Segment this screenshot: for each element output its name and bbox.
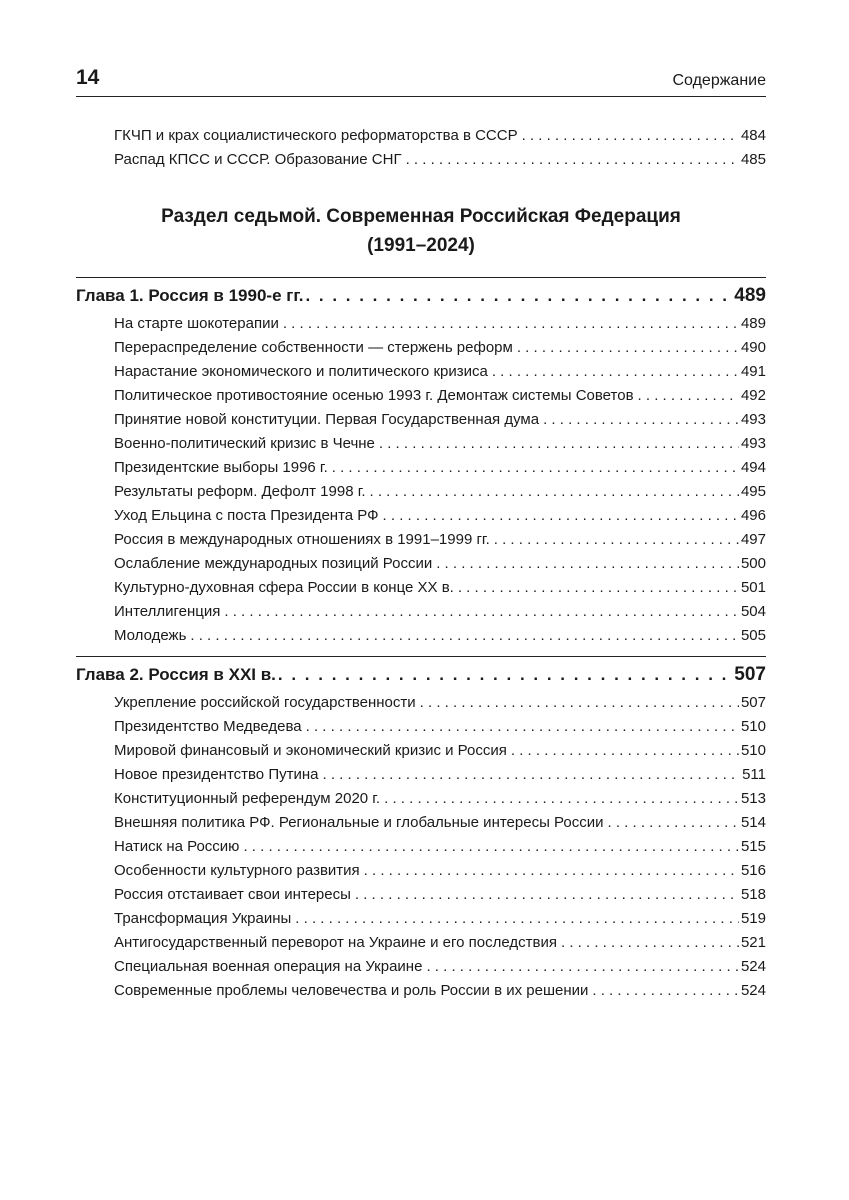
toc-entry-page: 513	[740, 790, 766, 807]
section-title	[76, 202, 766, 260]
toc-entry[interactable]	[114, 480, 766, 504]
toc-entry-title: Президентство Медведева	[114, 718, 302, 735]
dot-leader	[494, 528, 739, 552]
carry-over-entries	[76, 124, 766, 172]
toc-entry-page: 515	[740, 838, 766, 855]
dot-leader	[306, 715, 739, 739]
toc-entry-page: 507	[740, 694, 766, 711]
toc-entry-page: 491	[740, 363, 766, 380]
toc-entry-page: 510	[740, 718, 766, 735]
toc-entry-page: 494	[740, 459, 766, 476]
dot-leader	[224, 600, 739, 624]
toc-entry-title: Культурно-духовная сфера России в конце XX в.	[114, 579, 454, 596]
toc-entry[interactable]	[114, 715, 766, 739]
toc-entry-page: 524	[740, 958, 766, 975]
section-title-line-2: (1991–2024)	[367, 235, 475, 256]
toc-entry-title: Молодежь	[114, 627, 187, 644]
toc-entry[interactable]	[114, 336, 766, 360]
dot-leader	[295, 907, 739, 931]
toc-entry[interactable]	[114, 859, 766, 883]
toc-entry-page: 518	[740, 886, 766, 903]
toc-entry-page: 495	[740, 483, 766, 500]
dot-leader	[458, 576, 739, 600]
toc-entry-title: Политическое противостояние осенью 1993 г. Демонтаж системы Советов	[114, 387, 634, 404]
toc-entry[interactable]	[114, 124, 766, 148]
toc-entry-title: Россия в международных отношениях в 1991–1999 гг.	[114, 531, 490, 548]
toc-entry[interactable]	[114, 835, 766, 859]
dot-leader	[492, 360, 739, 384]
toc-entry-page: 500	[740, 555, 766, 572]
chapter-title: Глава 1. Россия в 1990-е гг.	[76, 286, 304, 305]
toc-entry[interactable]	[114, 600, 766, 624]
toc-entry-page: 492	[740, 387, 766, 404]
toc-entry-title: Интеллигенция	[114, 603, 221, 620]
dot-leader	[190, 624, 739, 648]
dot-leader	[322, 763, 740, 787]
toc-entry[interactable]	[114, 384, 766, 408]
toc-entry-title: Специальная военная операция на Украине	[114, 958, 423, 975]
dot-leader	[243, 835, 739, 859]
toc-entry-title: Уход Ельцина с поста Президента РФ	[114, 507, 379, 524]
page-number: 14	[76, 66, 100, 89]
toc-entry-title: Нарастание экономического и политического кризиса	[114, 363, 488, 380]
toc-entry[interactable]	[114, 456, 766, 480]
toc-entry-title: Современные проблемы человечества и роль России в их решении	[114, 982, 589, 999]
toc-entry-title: Укрепление российской государственности	[114, 694, 416, 711]
chapter-2	[76, 656, 766, 1003]
toc-entry[interactable]	[114, 931, 766, 955]
toc-entry-title: Новое президентство Путина	[114, 766, 319, 783]
toc-entry[interactable]	[114, 883, 766, 907]
toc-entry-title: Особенности культурного развития	[114, 862, 360, 879]
dot-leader	[384, 787, 739, 811]
toc-entry[interactable]	[114, 528, 766, 552]
toc-entry-page: 501	[740, 579, 766, 596]
chapter-heading[interactable]	[76, 277, 766, 309]
table-of-contents	[76, 124, 766, 1011]
toc-entry[interactable]	[114, 432, 766, 456]
toc-entry-title: Трансформация Украины	[114, 910, 292, 927]
chapter-page: 489	[734, 285, 766, 306]
dot-leader	[332, 456, 739, 480]
toc-entry-title: Антигосударственный переворот на Украине и его последствия	[114, 934, 557, 951]
toc-entry[interactable]	[114, 312, 766, 336]
toc-entry[interactable]	[114, 787, 766, 811]
toc-entry[interactable]	[114, 979, 766, 1003]
toc-entry-page: 496	[740, 507, 766, 524]
dot-leader	[364, 859, 739, 883]
dot-leader	[436, 552, 739, 576]
toc-entry-title: Россия отстаивает свои интересы	[114, 886, 351, 903]
toc-entry-title: На старте шокотерапии	[114, 315, 279, 332]
chapter-1	[76, 277, 766, 648]
toc-entry[interactable]	[114, 907, 766, 931]
toc-entry[interactable]	[114, 504, 766, 528]
toc-entry[interactable]	[114, 763, 766, 787]
chapters-list	[76, 277, 766, 1003]
running-title: Содержание	[672, 72, 766, 89]
toc-entry[interactable]	[114, 408, 766, 432]
section-title-line-1: Раздел седьмой. Современная Российская Федерация	[161, 206, 681, 227]
dot-leader	[592, 979, 739, 1003]
toc-entry-title: Ослабление международных позиций России	[114, 555, 433, 572]
toc-entry[interactable]	[114, 576, 766, 600]
toc-entry-title: Конституционный референдум 2020 г.	[114, 790, 381, 807]
toc-entry-title: Распад КПСС и СССР. Образование СНГ	[114, 151, 402, 168]
toc-entry-page: 514	[740, 814, 766, 831]
toc-entry-page: 484	[740, 127, 766, 144]
toc-entry-page: 524	[740, 982, 766, 999]
chapter-page: 507	[734, 664, 766, 685]
toc-entry-page: 504	[740, 603, 766, 620]
toc-entry-title: Военно-политический кризис в Чечне	[114, 435, 375, 452]
chapter-title: Глава 2. Россия в XXI в.	[76, 665, 276, 684]
toc-entry[interactable]	[114, 148, 766, 172]
toc-entry-title: Натиск на Россию	[114, 838, 240, 855]
toc-entry-page: 505	[740, 627, 766, 644]
toc-entry-page: 521	[740, 934, 766, 951]
dot-leader	[379, 432, 739, 456]
toc-entry-title: Результаты реформ. Дефолт 1998 г.	[114, 483, 366, 500]
dot-leader	[355, 883, 739, 907]
toc-entry[interactable]	[114, 739, 766, 763]
toc-entry-page: 493	[740, 435, 766, 452]
toc-entry[interactable]	[114, 811, 766, 835]
chapter-heading[interactable]	[76, 656, 766, 688]
dot-leader	[522, 124, 739, 148]
dot-leader	[278, 661, 730, 688]
toc-entry-page: 516	[740, 862, 766, 879]
dot-leader	[406, 148, 739, 172]
dot-leader	[511, 739, 739, 763]
toc-entry-page: 490	[740, 339, 766, 356]
dot-leader	[543, 408, 739, 432]
dot-leader	[305, 282, 730, 309]
toc-entry[interactable]	[114, 360, 766, 384]
toc-entry-title: Перераспределение собственности — стержень реформ	[114, 339, 513, 356]
toc-entry-page: 493	[740, 411, 766, 428]
toc-entry[interactable]	[114, 552, 766, 576]
dot-leader	[370, 480, 739, 504]
toc-entry-title: Принятие новой конституции. Первая Государственная дума	[114, 411, 540, 428]
toc-entry-title: ГКЧП и крах социалистического реформаторства в СССР	[114, 127, 518, 144]
toc-entry-page: 489	[740, 315, 766, 332]
page-header	[76, 64, 766, 97]
dot-leader	[561, 931, 739, 955]
dot-leader	[426, 955, 739, 979]
toc-entry-page: 511	[742, 766, 766, 783]
dot-leader	[638, 384, 739, 408]
dot-leader	[607, 811, 738, 835]
dot-leader	[283, 312, 739, 336]
toc-entry-title: Мировой финансовый и экономический кризис и Россия	[114, 742, 507, 759]
toc-entry-title: Внешняя политика РФ. Региональные и глобальные интересы России	[114, 814, 604, 831]
toc-entry-page: 485	[740, 151, 766, 168]
toc-entry-page: 510	[740, 742, 766, 759]
dot-leader	[517, 336, 739, 360]
dot-leader	[383, 504, 739, 528]
toc-entry-page: 497	[740, 531, 766, 548]
toc-entry[interactable]	[114, 624, 766, 648]
toc-entry-page: 519	[740, 910, 766, 927]
toc-entry-title: Президентские выборы 1996 г.	[114, 459, 328, 476]
toc-entry[interactable]	[114, 691, 766, 715]
toc-entry[interactable]	[114, 955, 766, 979]
dot-leader	[420, 691, 739, 715]
